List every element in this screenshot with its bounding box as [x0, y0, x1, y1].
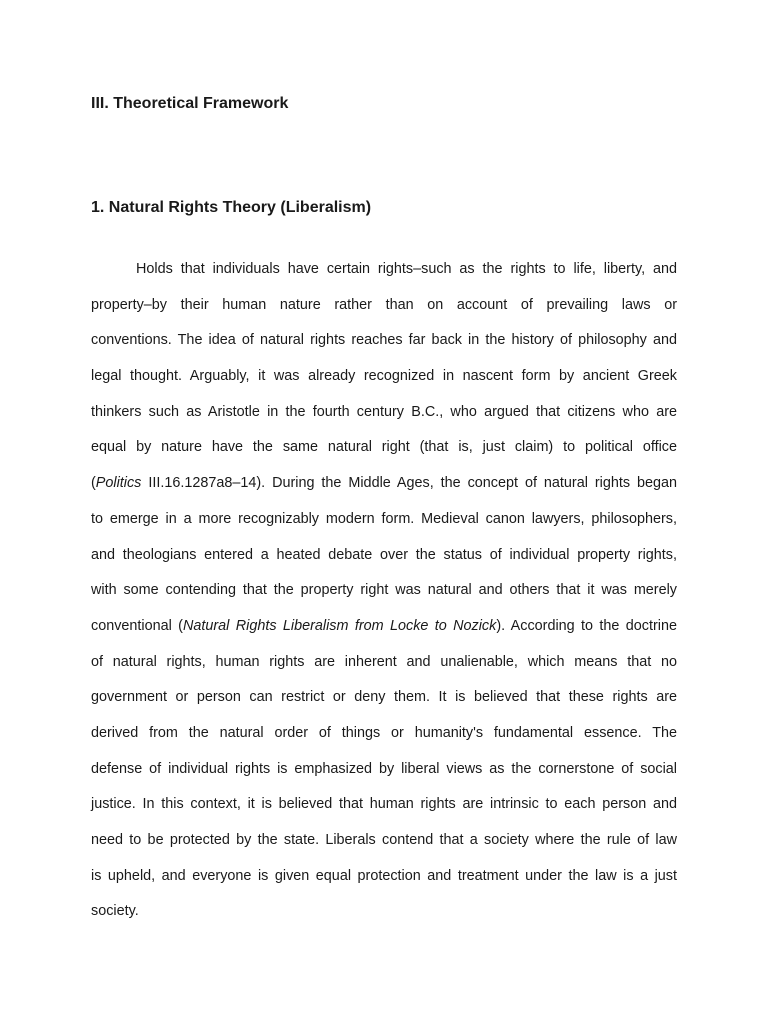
line-text: conventional ( [91, 617, 183, 634]
citation-title: Natural Rights Liberalism from Locke to Nozick [182, 617, 497, 634]
paragraph-line: conventions. The idea of natural rights reaches far back in the history of philosophy and [91, 332, 677, 349]
paragraph-line: justice. In this context, it is believed that human rights are intrinsic to each person and [91, 796, 677, 813]
paragraph-line: thinkers such as Aristotle in the fourth century B.C., who argued that citizens who are [91, 403, 677, 420]
paragraph-line: is upheld, and everyone is given equal protection and treatment under the law is a just [91, 867, 677, 884]
body-paragraph [91, 252, 677, 930]
line-text: ( [91, 475, 96, 492]
section-title: III. Theoretical Framework [91, 95, 289, 112]
paragraph-line: of natural rights, human rights are inherent and unalienable, which means that no [91, 653, 677, 670]
paragraph-line: society. [91, 903, 139, 920]
paragraph-line: with some contending that the property right was natural and others that it was merely [91, 582, 677, 599]
paragraph-line: to emerge in a more recognizably modern form. Medieval canon lawyers, philosophers, [91, 510, 677, 527]
paragraph-line: need to be protected by the state. Liberals contend that a society where the rule of law [91, 832, 677, 848]
paragraph-line: government or person can restrict or deny them. It is believed that these rights are [91, 689, 677, 706]
paragraph-line: and theologians entered a heated debate over the status of individual property rights, [91, 546, 677, 563]
line-text: III.16.1287a8–14). During the Middle Ages, the concept of natural rights began [141, 475, 677, 492]
paragraph-line: Holds that individuals have certain rights–such as the rights to life, liberty, and [136, 261, 677, 277]
paragraph-line: equal by nature have the same natural right (that is, just claim) to political office [91, 439, 677, 456]
citation-title: Politics [95, 475, 142, 492]
paragraph-line: derived from the natural order of things or humanity's fundamental essence. The [91, 724, 677, 741]
paragraph-line: legal thought. Arguably, it was already recognized in nascent form by ancient Greek [91, 368, 677, 385]
paragraph-line: defense of individual rights is emphasized by liberal views as the cornerstone of social [91, 760, 677, 777]
paragraph-line [91, 609, 677, 645]
subsection-title: 1. Natural Rights Theory (Liberalism) [91, 199, 372, 216]
paragraph-line [91, 466, 677, 502]
paragraph-line: property–by their human nature rather than on account of prevailing laws or [91, 296, 677, 313]
line-text: ). According to the doctrine [496, 617, 677, 634]
